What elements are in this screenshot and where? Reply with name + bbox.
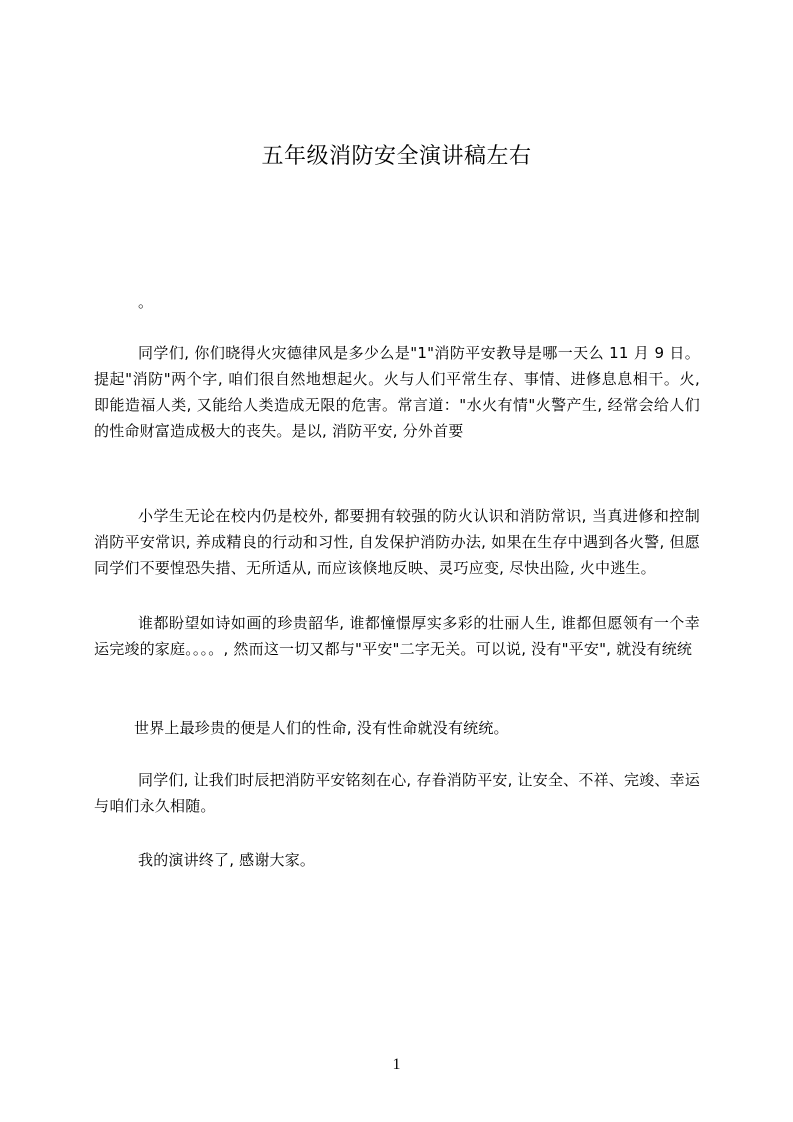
page-number: 1 bbox=[392, 1056, 401, 1073]
paragraph-2: 小学生无论在校内仍是校外, 都要拥有较强的防火认识和消防常识, 当真进修和控制消防平安常识, 养成精良的行动和习性, 自发保护消防办法, 如果在生存中遇到各火警, 但愿同学们不要惶恐失措、无所适从, 而应该倏地反映、灵巧应变, 尽快出险, 火中逃生。 bbox=[94, 507, 700, 577]
paragraph-3: 谁都盼望如诗如画的珍贵韶华, 谁都憧憬厚实多彩的壮丽人生, 谁都但愿领有一个幸运完竣的家庭。。。。, 然而这一切又都与"平安"二字无关。可以说, 没有"平安", 就没有统统 bbox=[94, 614, 700, 658]
paragraph-0: 。 bbox=[138, 293, 154, 311]
paragraph-4: 世界上最珍贵的便是人们的性命, 没有性命就没有统统。 bbox=[134, 719, 509, 737]
paragraph-1: 同学们, 你们晓得火灾德律风是多少么是"1"消防平安教导是哪一天么 11 月 9 日。提起"消防"两个字, 咱们很自然地想起火。火与人们平常生存、事情、进修息息相干。火, 即能造福人类, 又能给人类造成无限的危害。常言道："水火有情"火警产生, 经常会给人们的性命财富造成极大的丧失。是以, 消防平安, 分外首要 bbox=[94, 344, 700, 440]
document-title: 五年级消防安全演讲稿左右 bbox=[261, 144, 532, 169]
paragraph-6: 我的演讲终了, 感谢大家。 bbox=[138, 851, 316, 869]
paragraph-5: 同学们, 让我们时辰把消防平安铭刻在心, 存眷消防平安, 让安全、不祥、完竣、幸运与咱们永久相随。 bbox=[94, 771, 700, 815]
